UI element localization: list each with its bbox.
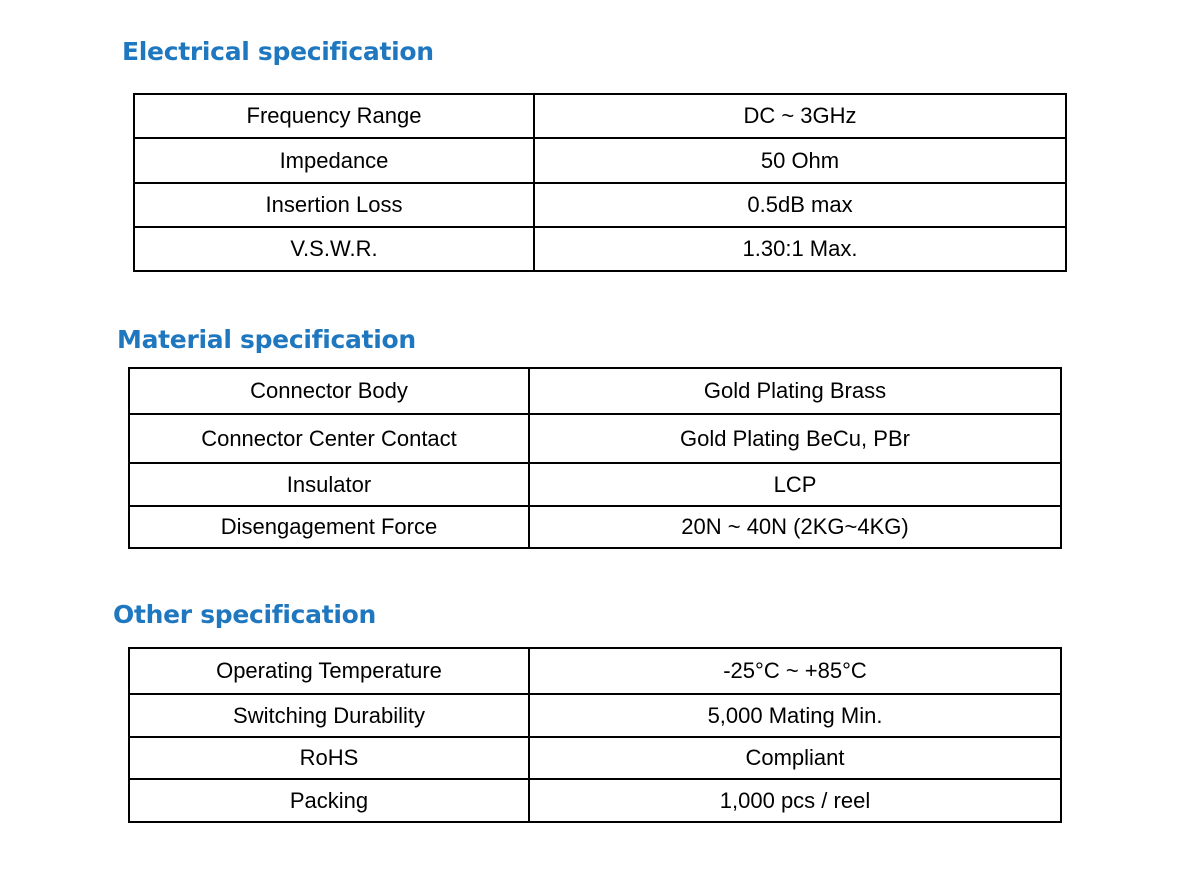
table-row <box>129 694 1061 737</box>
other-spec-table <box>128 647 1062 823</box>
spec-value: LCP <box>529 463 1061 506</box>
table-row <box>129 368 1061 414</box>
spec-value: -25°C ~ +85°C <box>529 648 1061 694</box>
material-spec-table <box>128 367 1062 549</box>
table-row <box>129 463 1061 506</box>
spec-value: Gold Plating Brass <box>529 368 1061 414</box>
table-row <box>129 737 1061 779</box>
electrical-spec-table <box>133 93 1067 272</box>
spec-label: Packing <box>129 779 529 822</box>
spec-value: 1,000 pcs / reel <box>529 779 1061 822</box>
spec-label: Impedance <box>134 138 534 183</box>
spec-label: Frequency Range <box>134 94 534 138</box>
spec-value: 1.30:1 Max. <box>534 227 1066 271</box>
spec-label: Operating Temperature <box>129 648 529 694</box>
table-row <box>134 94 1066 138</box>
table-row <box>134 183 1066 227</box>
spec-label: Disengagement Force <box>129 506 529 548</box>
spec-value: Gold Plating BeCu, PBr <box>529 414 1061 463</box>
table-row <box>129 414 1061 463</box>
spec-value: Compliant <box>529 737 1061 779</box>
other-spec-heading: Other specification <box>113 600 377 629</box>
table-row <box>134 227 1066 271</box>
spec-label: Insulator <box>129 463 529 506</box>
table-row <box>129 648 1061 694</box>
spec-value: 5,000 Mating Min. <box>529 694 1061 737</box>
material-spec-heading: Material specification <box>117 325 416 354</box>
spec-value: 0.5dB max <box>534 183 1066 227</box>
spec-label: Insertion Loss <box>134 183 534 227</box>
table-row <box>129 506 1061 548</box>
electrical-spec-heading: Electrical specification <box>122 37 434 66</box>
spec-label: V.S.W.R. <box>134 227 534 271</box>
spec-label: RoHS <box>129 737 529 779</box>
table-row <box>134 138 1066 183</box>
spec-label: Connector Body <box>129 368 529 414</box>
table-row <box>129 779 1061 822</box>
spec-value: DC ~ 3GHz <box>534 94 1066 138</box>
spec-value: 50 Ohm <box>534 138 1066 183</box>
spec-value: 20N ~ 40N (2KG~4KG) <box>529 506 1061 548</box>
spec-label: Switching Durability <box>129 694 529 737</box>
spec-label: Connector Center Contact <box>129 414 529 463</box>
